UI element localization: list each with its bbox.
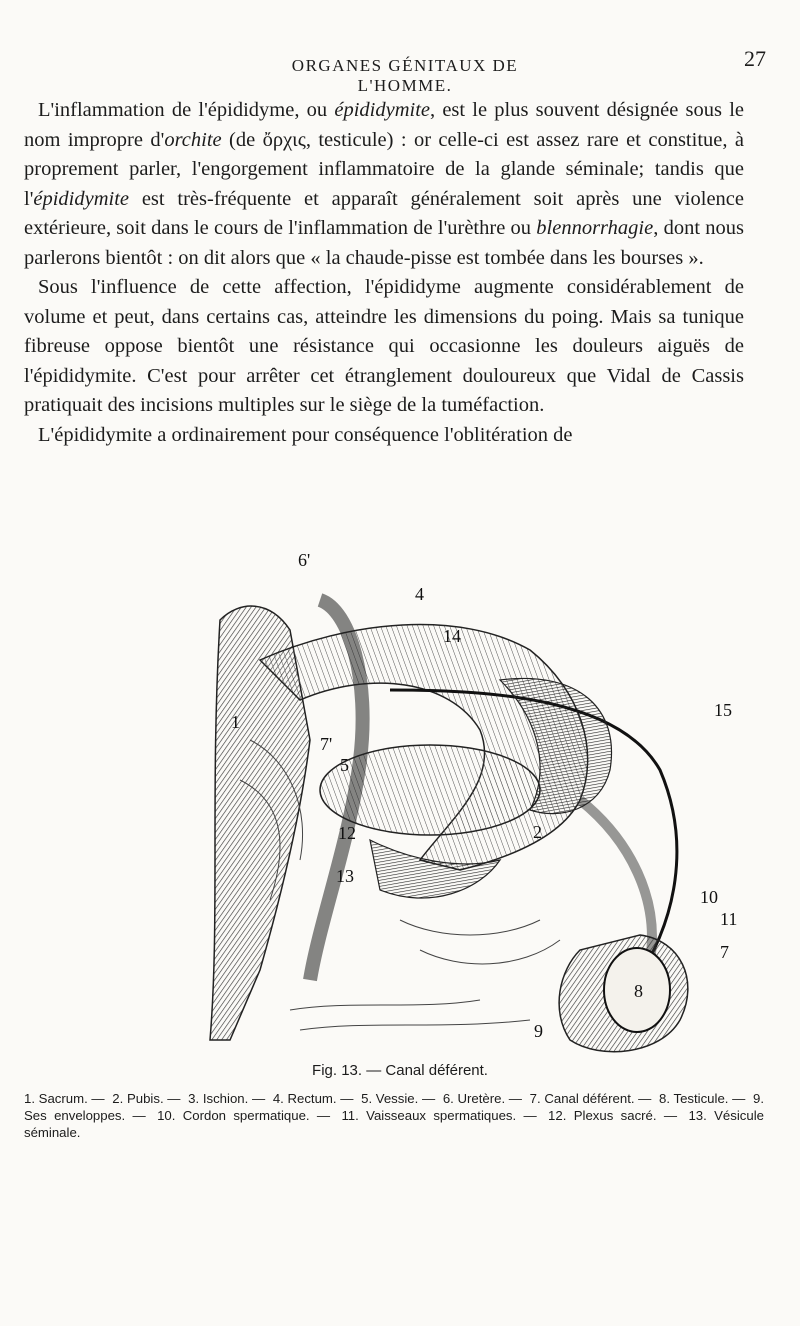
legend-item: 11. Vaisseaux spermatiques. — <box>341 1108 537 1123</box>
figure-label-2: 2 <box>533 822 542 842</box>
legend-item: 9. Ses enveloppes. — <box>24 1091 764 1123</box>
legend-item: 12. Plexus sacré. — <box>548 1108 678 1123</box>
figure-label-6-prime: 6' <box>298 550 311 570</box>
legend-item: 10. Cordon spermatique. — <box>157 1108 331 1123</box>
figure-label-9: 9 <box>534 1021 543 1041</box>
figure-legend <box>24 1090 764 1141</box>
legend-item: 2. Pubis. — <box>112 1091 181 1106</box>
figure-label-10: 10 <box>700 887 718 907</box>
figure-caption: Fig. 13. — Canal déférent. <box>312 1062 488 1079</box>
figure-label-7: 7 <box>720 942 729 962</box>
figure-label-14: 14 <box>443 626 461 646</box>
figure-label-7-prime: 7' <box>320 734 333 754</box>
legend-item: 4. Rectum. — <box>272 1091 354 1106</box>
legend-item: 1. Sacrum. — <box>24 1091 105 1106</box>
figure-label-1: 1 <box>231 712 240 732</box>
engraving-illustration <box>200 540 760 1060</box>
legend-item: 6. Uretère. — <box>442 1091 522 1106</box>
running-title: ORGANES GÉNITAUX DE L'HOMME. <box>291 56 519 95</box>
legend-item: 3. Ischion. — <box>188 1091 266 1106</box>
figure-label-12: 12 <box>338 823 356 843</box>
anatomical-figure <box>200 540 760 1060</box>
page-number: 27 <box>744 46 766 71</box>
figure-label-8: 8 <box>634 981 643 1001</box>
figure-label-5: 5 <box>340 755 349 775</box>
legend-item: 7. Canal déférent. — <box>529 1091 652 1106</box>
figure-label-13: 13 <box>336 866 354 886</box>
legend-item: 13. Vésicule séminale. <box>24 1108 764 1140</box>
legend-item: 8. Testicule. — <box>659 1091 746 1106</box>
figure-label-15: 15 <box>714 700 732 720</box>
paragraph-2: Sous l'influence de cette affection, l'épididyme augmente considérablement de volume et peut, dans certains cas, atteindre les dimensions du poing. Mais sa tunique fibreuse oppose bientôt une résistance qui occasionne les douleurs aiguës de l'épididymite. C'est pour arrêter cet étranglement douloureux que Vidal de Cassis pratiquait des incisions multiples sur le siège de la tuméfaction. <box>24 276 744 416</box>
figure-label-4: 4 <box>415 584 424 604</box>
paragraph-1: L'inflammation de l'épididyme, ou épididymite, est le plus souvent désignée sous le nom impropre d'orchite (de ὄρχις, testicule) : or celle-ci est assez rare et constitue, à proprement parler, l'engorgement inflammatoire de la glande séminale; tandis que l'épididymite est très-fréquente et apparaît généralement soit après une violence extérieure, soit dans le cours de l'inflammation de l'urèthre ou blennorrhagie, dont nous parlerons bientôt : on dit alors que « la chaude-pisse est tombée dans les bourses ». <box>24 99 744 269</box>
legend-item: 5. Vessie. — <box>361 1091 436 1106</box>
body-text <box>24 96 744 450</box>
paragraph-3: L'épididymite a ordinairement pour conséquence l'oblitération de <box>38 423 573 446</box>
figure-label-11: 11 <box>720 909 738 929</box>
